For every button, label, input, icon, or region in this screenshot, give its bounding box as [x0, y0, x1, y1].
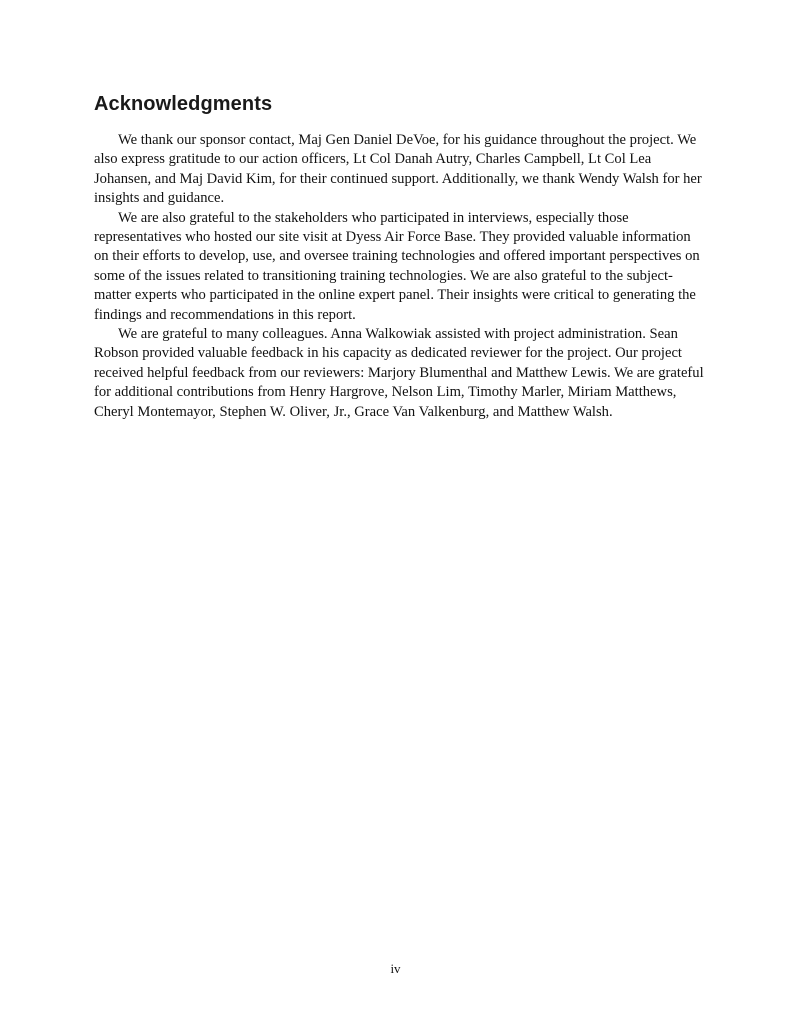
- paragraph-stakeholder-thanks: We are also grateful to the stakeholders who participated in interviews, especially those representatives who hosted our site visit at Dyess Air Force Base. They provided valuable information on their efforts to develop, use, and oversee training technologies and offered important perspectives on some of the issues related to transitioning training technologies. We are also grateful to the subject-matter experts who participated in the online expert panel. Their insights were critical to generating the findings and recommendations in this report.: [94, 209, 700, 323]
- page-number: iv: [390, 961, 401, 976]
- page-title: Acknowledgments: [94, 93, 273, 115]
- acknowledgments-body: [94, 131, 706, 422]
- paragraph-colleague-thanks: We are grateful to many colleagues. Anna Walkowiak assisted with project administration. Sean Robson provided valuable feedback in his capacity as dedicated reviewer for the project. Our project received helpful feedback from our reviewers: Marjory Blumenthal and Matthew Lewis. We are grateful for additional contributions from Henry Hargrove, Nelson Lim, Timothy Marler, Miriam Matthews, Cheryl Montemayor, Stephen W. Oliver, Jr., Grace Van Valkenburg, and Matthew Walsh.: [94, 326, 704, 420]
- paragraph-sponsor-thanks: We thank our sponsor contact, Maj Gen Daniel DeVoe, for his guidance throughout the project. We also express gratitude to our action officers, Lt Col Danah Autry, Charles Campbell, Lt Col Lea Johansen, and Maj David Kim, for their continued support. Additionally, we thank Wendy Walsh for her insights and guidance.: [94, 132, 702, 207]
